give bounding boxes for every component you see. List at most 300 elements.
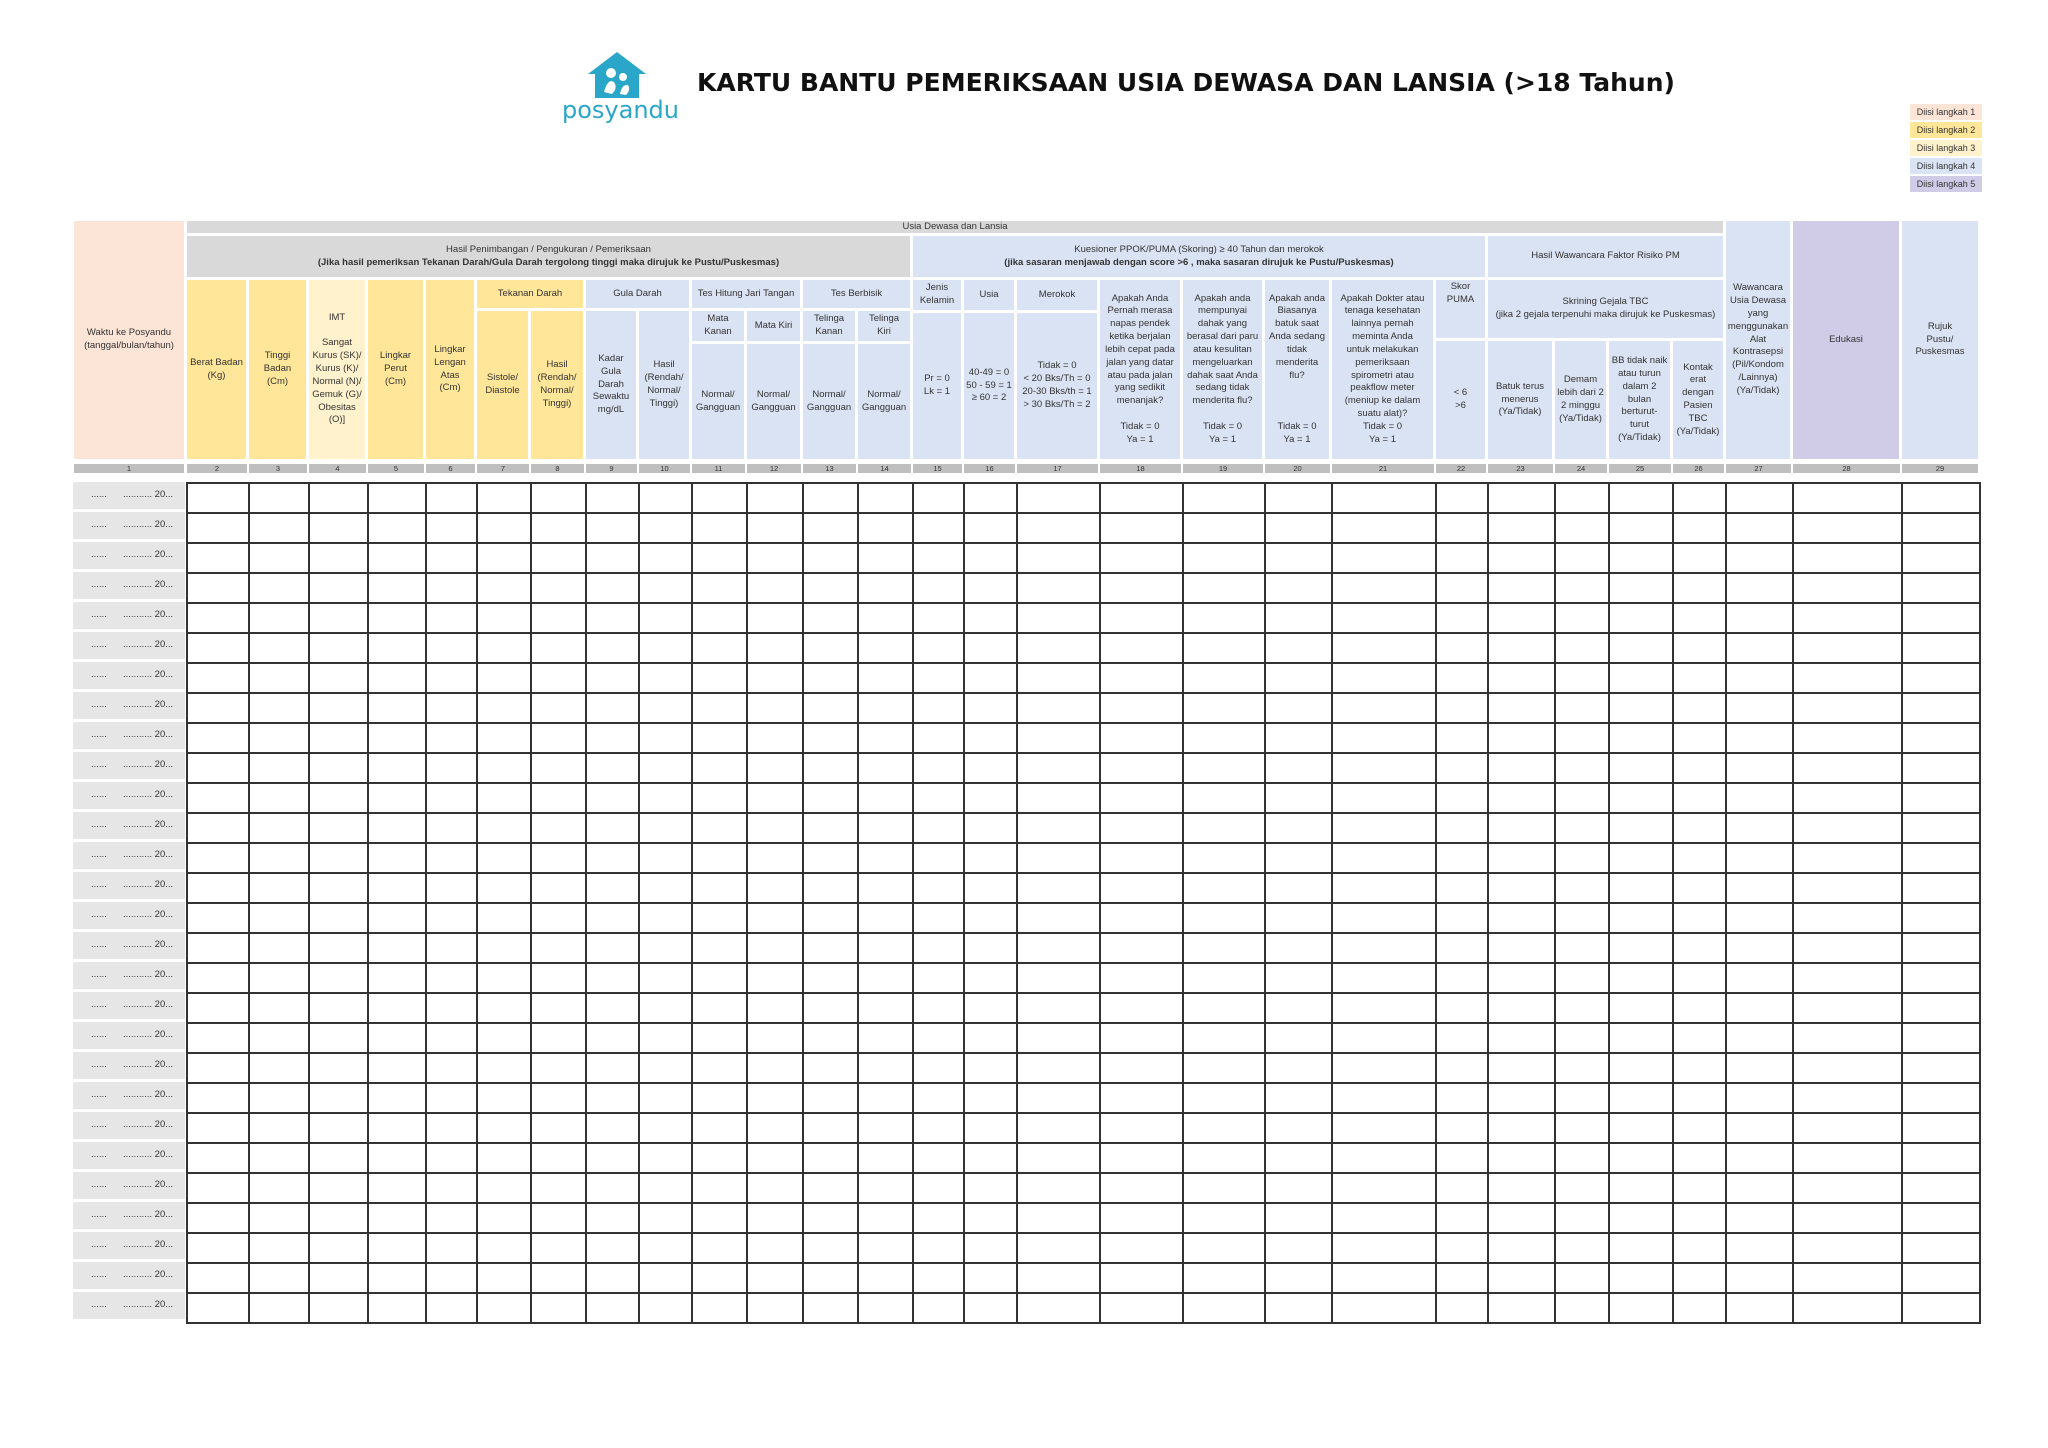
table-cell[interactable] (1554, 1172, 1610, 1204)
table-cell[interactable] (1554, 752, 1610, 784)
table-cell[interactable] (1725, 902, 1794, 934)
table-cell[interactable] (857, 722, 914, 754)
table-cell[interactable] (1016, 1112, 1101, 1144)
table-cell[interactable] (530, 842, 587, 874)
table-cell[interactable] (1016, 602, 1101, 634)
table-cell[interactable] (1725, 1202, 1794, 1234)
table-cell[interactable] (1792, 572, 1903, 604)
table-cell[interactable] (367, 1082, 427, 1114)
table-cell[interactable] (425, 1022, 478, 1054)
table-cell[interactable] (1016, 962, 1101, 994)
table-cell[interactable] (1901, 902, 1981, 934)
table-cell[interactable] (1487, 1262, 1556, 1294)
table-cell[interactable] (802, 1022, 859, 1054)
table-cell[interactable] (367, 692, 427, 724)
table-cell[interactable] (1182, 1142, 1266, 1174)
table-cell[interactable] (638, 1112, 693, 1144)
table-cell[interactable] (1435, 812, 1489, 844)
table-cell[interactable] (308, 992, 369, 1024)
table-cell[interactable] (248, 812, 310, 844)
table-cell[interactable] (1331, 572, 1437, 604)
table-cell[interactable] (1901, 842, 1981, 874)
table-cell[interactable] (1725, 572, 1794, 604)
table-cell[interactable] (1608, 1142, 1674, 1174)
table-cell[interactable] (1725, 782, 1794, 814)
table-cell[interactable] (1016, 1022, 1101, 1054)
table-cell[interactable] (1099, 1232, 1184, 1264)
table-cell[interactable] (1672, 542, 1727, 574)
table-cell[interactable] (186, 1232, 250, 1264)
table-cell[interactable] (1331, 1052, 1437, 1084)
table-cell[interactable] (802, 722, 859, 754)
table-cell[interactable] (1792, 1112, 1903, 1144)
table-cell[interactable] (1672, 602, 1727, 634)
table-cell[interactable] (530, 632, 587, 664)
table-cell[interactable] (912, 812, 965, 844)
table-cell[interactable] (476, 1052, 532, 1084)
table-cell[interactable] (1725, 1262, 1794, 1294)
table-cell[interactable] (530, 1112, 587, 1144)
table-cell[interactable] (857, 872, 914, 904)
table-cell[interactable] (746, 992, 804, 1024)
table-cell[interactable] (912, 1202, 965, 1234)
table-cell[interactable] (476, 1142, 532, 1174)
table-cell[interactable] (1487, 812, 1556, 844)
table-cell[interactable] (1487, 1052, 1556, 1084)
table-cell[interactable] (585, 1142, 640, 1174)
table-cell[interactable] (802, 902, 859, 934)
table-cell[interactable] (367, 572, 427, 604)
table-cell[interactable] (746, 542, 804, 574)
table-cell[interactable] (1792, 542, 1903, 574)
table-cell[interactable] (1099, 962, 1184, 994)
table-cell[interactable] (1672, 1172, 1727, 1204)
table-cell[interactable] (912, 542, 965, 574)
table-cell[interactable] (186, 932, 250, 964)
table-cell[interactable] (248, 992, 310, 1024)
table-cell[interactable] (1672, 632, 1727, 664)
table-cell[interactable] (912, 1112, 965, 1144)
table-cell[interactable] (1672, 662, 1727, 694)
table-cell[interactable] (802, 692, 859, 724)
table-cell[interactable] (308, 932, 369, 964)
table-cell[interactable] (1435, 1232, 1489, 1264)
table-cell[interactable] (963, 842, 1018, 874)
table-cell[interactable] (1099, 632, 1184, 664)
table-cell[interactable] (186, 1202, 250, 1234)
table-cell[interactable] (1792, 632, 1903, 664)
table-cell[interactable] (746, 1112, 804, 1144)
table-cell[interactable] (476, 902, 532, 934)
table-cell[interactable] (476, 692, 532, 724)
table-cell[interactable] (308, 1082, 369, 1114)
table-cell[interactable] (802, 1082, 859, 1114)
table-cell[interactable] (802, 1262, 859, 1294)
table-cell[interactable] (186, 542, 250, 574)
table-cell[interactable] (1792, 1262, 1903, 1294)
table-cell[interactable] (963, 602, 1018, 634)
table-cell[interactable] (476, 962, 532, 994)
table-cell[interactable] (638, 932, 693, 964)
table-cell[interactable] (1264, 962, 1333, 994)
table-cell[interactable] (857, 992, 914, 1024)
table-cell[interactable] (1487, 752, 1556, 784)
table-cell[interactable] (1725, 482, 1794, 514)
table-cell[interactable] (1487, 1172, 1556, 1204)
table-cell[interactable] (248, 1052, 310, 1084)
table-cell[interactable] (1264, 482, 1333, 514)
table-cell[interactable] (1487, 722, 1556, 754)
table-cell[interactable] (638, 662, 693, 694)
table-cell[interactable] (1182, 1082, 1266, 1114)
table-cell[interactable] (308, 1232, 369, 1264)
table-cell[interactable] (367, 812, 427, 844)
table-cell[interactable] (1554, 812, 1610, 844)
table-cell[interactable] (367, 932, 427, 964)
table-cell[interactable] (425, 1172, 478, 1204)
table-cell[interactable] (1792, 722, 1903, 754)
table-cell[interactable] (1672, 482, 1727, 514)
table-cell[interactable] (1264, 1232, 1333, 1264)
table-cell[interactable] (476, 1262, 532, 1294)
table-cell[interactable] (1672, 1292, 1727, 1324)
table-cell[interactable] (248, 602, 310, 634)
table-cell[interactable] (1725, 1142, 1794, 1174)
table-cell[interactable] (1608, 842, 1674, 874)
table-cell[interactable] (1182, 1292, 1266, 1324)
table-cell[interactable] (1901, 692, 1981, 724)
table-cell[interactable] (1487, 1232, 1556, 1264)
table-cell[interactable] (1487, 542, 1556, 574)
table-cell[interactable] (1608, 692, 1674, 724)
table-cell[interactable] (857, 782, 914, 814)
table-cell[interactable] (476, 482, 532, 514)
table-cell[interactable] (476, 1232, 532, 1264)
table-cell[interactable] (1099, 1022, 1184, 1054)
table-cell[interactable] (1901, 1142, 1981, 1174)
table-cell[interactable] (1435, 1142, 1489, 1174)
table-cell[interactable] (912, 1052, 965, 1084)
table-cell[interactable] (1435, 1292, 1489, 1324)
table-cell[interactable] (1901, 1232, 1981, 1264)
table-cell[interactable] (1608, 482, 1674, 514)
table-cell[interactable] (691, 962, 748, 994)
table-cell[interactable] (802, 872, 859, 904)
table-cell[interactable] (248, 482, 310, 514)
table-cell[interactable] (1901, 722, 1981, 754)
table-cell[interactable] (367, 902, 427, 934)
table-cell[interactable] (367, 842, 427, 874)
table-cell[interactable] (912, 572, 965, 604)
table-cell[interactable] (1901, 932, 1981, 964)
table-cell[interactable] (638, 872, 693, 904)
table-cell[interactable] (691, 1022, 748, 1054)
table-cell[interactable] (248, 1262, 310, 1294)
table-cell[interactable] (1672, 722, 1727, 754)
table-cell[interactable] (1554, 662, 1610, 694)
table-cell[interactable] (1725, 722, 1794, 754)
table-cell[interactable] (248, 752, 310, 784)
table-cell[interactable] (1725, 962, 1794, 994)
table-cell[interactable] (1608, 1262, 1674, 1294)
table-cell[interactable] (1487, 782, 1556, 814)
table-cell[interactable] (746, 932, 804, 964)
table-cell[interactable] (912, 872, 965, 904)
table-cell[interactable] (691, 1262, 748, 1294)
table-cell[interactable] (308, 872, 369, 904)
table-cell[interactable] (963, 812, 1018, 844)
table-cell[interactable] (1016, 692, 1101, 724)
table-cell[interactable] (1331, 1232, 1437, 1264)
table-cell[interactable] (857, 602, 914, 634)
table-cell[interactable] (1672, 782, 1727, 814)
table-cell[interactable] (746, 722, 804, 754)
table-cell[interactable] (691, 542, 748, 574)
table-cell[interactable] (1435, 1082, 1489, 1114)
table-cell[interactable] (857, 752, 914, 784)
table-cell[interactable] (691, 782, 748, 814)
table-cell[interactable] (1099, 932, 1184, 964)
table-cell[interactable] (1487, 1112, 1556, 1144)
table-cell[interactable] (585, 1202, 640, 1234)
table-cell[interactable] (1792, 842, 1903, 874)
table-cell[interactable] (1554, 632, 1610, 664)
table-cell[interactable] (367, 662, 427, 694)
table-cell[interactable] (1608, 512, 1674, 544)
table-cell[interactable] (186, 482, 250, 514)
table-cell[interactable] (912, 1142, 965, 1174)
table-cell[interactable] (1792, 992, 1903, 1024)
table-cell[interactable] (308, 542, 369, 574)
table-cell[interactable] (585, 752, 640, 784)
table-cell[interactable] (1331, 1292, 1437, 1324)
table-cell[interactable] (186, 1052, 250, 1084)
table-cell[interactable] (1435, 1022, 1489, 1054)
table-cell[interactable] (530, 962, 587, 994)
table-cell[interactable] (638, 812, 693, 844)
table-cell[interactable] (1016, 632, 1101, 664)
table-cell[interactable] (1331, 1172, 1437, 1204)
table-cell[interactable] (1792, 812, 1903, 844)
table-cell[interactable] (1554, 1052, 1610, 1084)
table-cell[interactable] (802, 542, 859, 574)
table-cell[interactable] (1608, 872, 1674, 904)
table-cell[interactable] (1182, 1202, 1266, 1234)
table-cell[interactable] (1099, 722, 1184, 754)
table-cell[interactable] (1435, 842, 1489, 874)
table-cell[interactable] (1608, 902, 1674, 934)
table-cell[interactable] (1901, 1112, 1981, 1144)
table-cell[interactable] (1792, 902, 1903, 934)
table-cell[interactable] (857, 1022, 914, 1054)
table-cell[interactable] (1901, 542, 1981, 574)
table-cell[interactable] (425, 752, 478, 784)
table-cell[interactable] (963, 752, 1018, 784)
table-cell[interactable] (1435, 962, 1489, 994)
table-cell[interactable] (1264, 992, 1333, 1024)
table-cell[interactable] (802, 662, 859, 694)
table-cell[interactable] (1608, 1082, 1674, 1114)
table-cell[interactable] (1792, 872, 1903, 904)
table-cell[interactable] (1487, 482, 1556, 514)
table-cell[interactable] (186, 872, 250, 904)
table-cell[interactable] (1182, 572, 1266, 604)
table-cell[interactable] (248, 872, 310, 904)
table-cell[interactable] (1554, 692, 1610, 724)
table-cell[interactable] (248, 1142, 310, 1174)
table-cell[interactable] (912, 752, 965, 784)
table-cell[interactable] (585, 1262, 640, 1294)
table-cell[interactable] (1182, 1112, 1266, 1144)
table-cell[interactable] (476, 632, 532, 664)
table-cell[interactable] (1672, 1232, 1727, 1264)
table-cell[interactable] (638, 512, 693, 544)
table-cell[interactable] (857, 1112, 914, 1144)
table-cell[interactable] (248, 1292, 310, 1324)
table-cell[interactable] (638, 1262, 693, 1294)
table-cell[interactable] (1554, 1112, 1610, 1144)
table-cell[interactable] (530, 902, 587, 934)
table-cell[interactable] (308, 1142, 369, 1174)
table-cell[interactable] (1901, 632, 1981, 664)
table-cell[interactable] (425, 1082, 478, 1114)
table-cell[interactable] (638, 632, 693, 664)
table-cell[interactable] (746, 962, 804, 994)
table-cell[interactable] (308, 752, 369, 784)
table-cell[interactable] (746, 662, 804, 694)
table-cell[interactable] (425, 872, 478, 904)
table-cell[interactable] (1725, 752, 1794, 784)
table-cell[interactable] (308, 902, 369, 934)
table-cell[interactable] (530, 812, 587, 844)
table-cell[interactable] (802, 1142, 859, 1174)
table-cell[interactable] (1099, 992, 1184, 1024)
table-cell[interactable] (367, 632, 427, 664)
table-cell[interactable] (963, 1232, 1018, 1264)
table-cell[interactable] (1435, 662, 1489, 694)
table-cell[interactable] (585, 812, 640, 844)
table-cell[interactable] (1016, 722, 1101, 754)
table-cell[interactable] (186, 572, 250, 604)
table-cell[interactable] (530, 992, 587, 1024)
table-cell[interactable] (1792, 692, 1903, 724)
table-cell[interactable] (1182, 1172, 1266, 1204)
table-cell[interactable] (1182, 662, 1266, 694)
table-cell[interactable] (1264, 512, 1333, 544)
table-cell[interactable] (1264, 572, 1333, 604)
table-cell[interactable] (746, 1052, 804, 1084)
table-cell[interactable] (476, 1292, 532, 1324)
table-cell[interactable] (1554, 1232, 1610, 1264)
table-cell[interactable] (1264, 812, 1333, 844)
table-cell[interactable] (1435, 482, 1489, 514)
table-cell[interactable] (367, 1052, 427, 1084)
table-cell[interactable] (1099, 692, 1184, 724)
table-cell[interactable] (746, 1202, 804, 1234)
table-cell[interactable] (308, 512, 369, 544)
table-cell[interactable] (1264, 902, 1333, 934)
table-cell[interactable] (1331, 992, 1437, 1024)
table-cell[interactable] (308, 602, 369, 634)
table-cell[interactable] (1331, 872, 1437, 904)
table-cell[interactable] (585, 602, 640, 634)
table-cell[interactable] (585, 512, 640, 544)
table-cell[interactable] (1264, 1202, 1333, 1234)
table-cell[interactable] (1487, 572, 1556, 604)
table-cell[interactable] (1725, 1232, 1794, 1264)
table-cell[interactable] (425, 572, 478, 604)
table-cell[interactable] (912, 1262, 965, 1294)
table-cell[interactable] (530, 482, 587, 514)
table-cell[interactable] (530, 1262, 587, 1294)
table-cell[interactable] (802, 482, 859, 514)
table-cell[interactable] (691, 1112, 748, 1144)
table-cell[interactable] (1016, 512, 1101, 544)
table-cell[interactable] (1608, 812, 1674, 844)
table-cell[interactable] (1608, 1112, 1674, 1144)
table-cell[interactable] (802, 752, 859, 784)
table-cell[interactable] (186, 1082, 250, 1114)
table-cell[interactable] (1792, 1142, 1903, 1174)
table-cell[interactable] (1264, 932, 1333, 964)
table-cell[interactable] (186, 902, 250, 934)
table-cell[interactable] (1672, 572, 1727, 604)
table-cell[interactable] (1264, 662, 1333, 694)
table-cell[interactable] (308, 572, 369, 604)
table-cell[interactable] (1554, 1262, 1610, 1294)
table-cell[interactable] (1331, 962, 1437, 994)
table-cell[interactable] (638, 602, 693, 634)
table-cell[interactable] (1331, 782, 1437, 814)
table-cell[interactable] (857, 662, 914, 694)
table-cell[interactable] (248, 572, 310, 604)
table-cell[interactable] (691, 992, 748, 1024)
table-cell[interactable] (1264, 1082, 1333, 1114)
table-cell[interactable] (1016, 842, 1101, 874)
table-cell[interactable] (802, 782, 859, 814)
table-cell[interactable] (963, 1262, 1018, 1294)
table-cell[interactable] (802, 1202, 859, 1234)
table-cell[interactable] (1725, 602, 1794, 634)
table-cell[interactable] (1182, 692, 1266, 724)
table-cell[interactable] (691, 932, 748, 964)
table-cell[interactable] (585, 572, 640, 604)
table-cell[interactable] (308, 962, 369, 994)
table-cell[interactable] (963, 782, 1018, 814)
table-cell[interactable] (476, 662, 532, 694)
table-cell[interactable] (367, 542, 427, 574)
table-cell[interactable] (1608, 782, 1674, 814)
table-cell[interactable] (963, 1112, 1018, 1144)
table-cell[interactable] (691, 752, 748, 784)
table-cell[interactable] (1435, 1202, 1489, 1234)
table-cell[interactable] (1435, 572, 1489, 604)
table-cell[interactable] (912, 1022, 965, 1054)
table-cell[interactable] (530, 752, 587, 784)
table-cell[interactable] (585, 992, 640, 1024)
table-cell[interactable] (585, 692, 640, 724)
table-cell[interactable] (1608, 1202, 1674, 1234)
table-cell[interactable] (1554, 722, 1610, 754)
table-cell[interactable] (585, 1022, 640, 1054)
table-cell[interactable] (1016, 1172, 1101, 1204)
table-cell[interactable] (186, 962, 250, 994)
table-cell[interactable] (585, 662, 640, 694)
table-cell[interactable] (638, 1292, 693, 1324)
table-cell[interactable] (638, 1142, 693, 1174)
table-cell[interactable] (1901, 812, 1981, 844)
table-cell[interactable] (1331, 722, 1437, 754)
